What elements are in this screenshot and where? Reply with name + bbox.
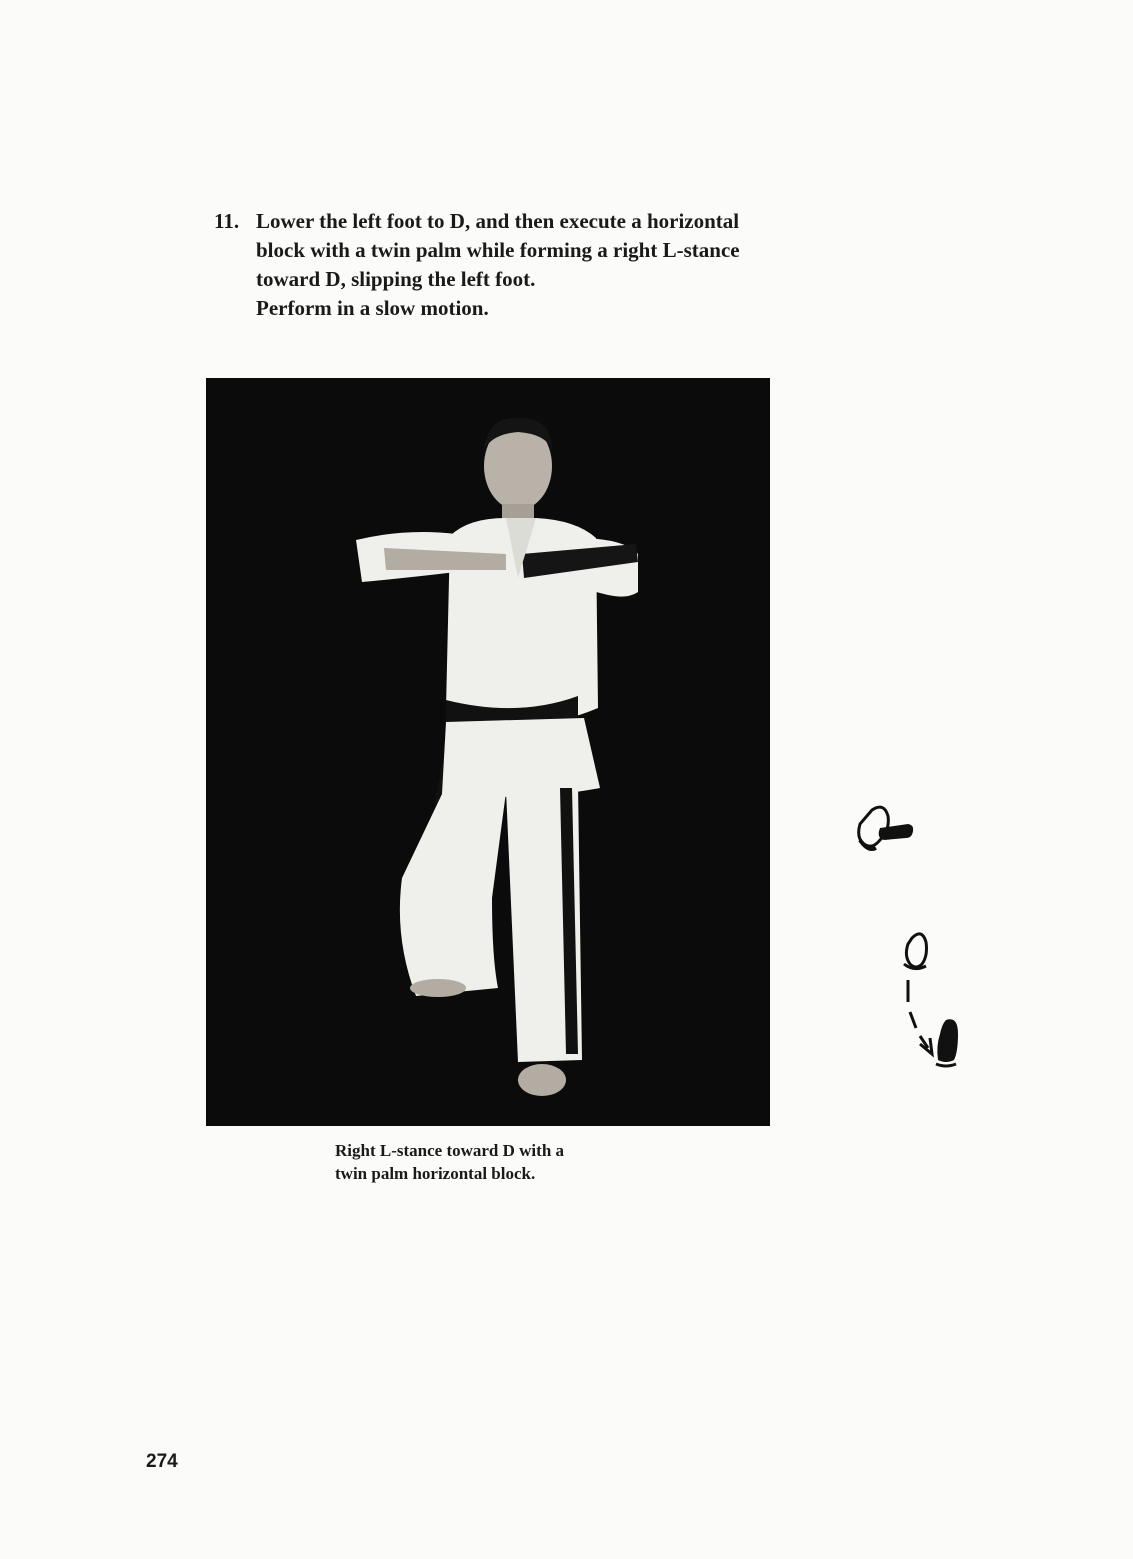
stance-photo [206, 378, 770, 1126]
left-foot-solid-icon [879, 824, 913, 840]
footwork-diagram [850, 798, 970, 1078]
martial-artist-figure [206, 378, 770, 1126]
page-number: 274 [146, 1451, 178, 1472]
movement-arrow-icon [908, 980, 928, 1048]
step-line: Lower the left foot to D, and then execute a horizontal [256, 209, 740, 233]
step-number: 11. [214, 209, 240, 233]
step-line: toward D, slipping the left foot. [256, 267, 536, 291]
caption-line: twin palm horizontal block. [335, 1164, 536, 1183]
step-line: block with a twin palm while forming a right L-stance [256, 238, 740, 262]
foot-final-position-icon [937, 1019, 958, 1062]
caption-line: Right L-stance toward D with a [335, 1141, 565, 1160]
step-line: Perform in a slow motion. [256, 296, 489, 320]
step-text [256, 207, 914, 323]
photo-caption [335, 1139, 695, 1185]
left-foot-outline-icon [904, 934, 927, 969]
step-instruction [214, 207, 914, 323]
